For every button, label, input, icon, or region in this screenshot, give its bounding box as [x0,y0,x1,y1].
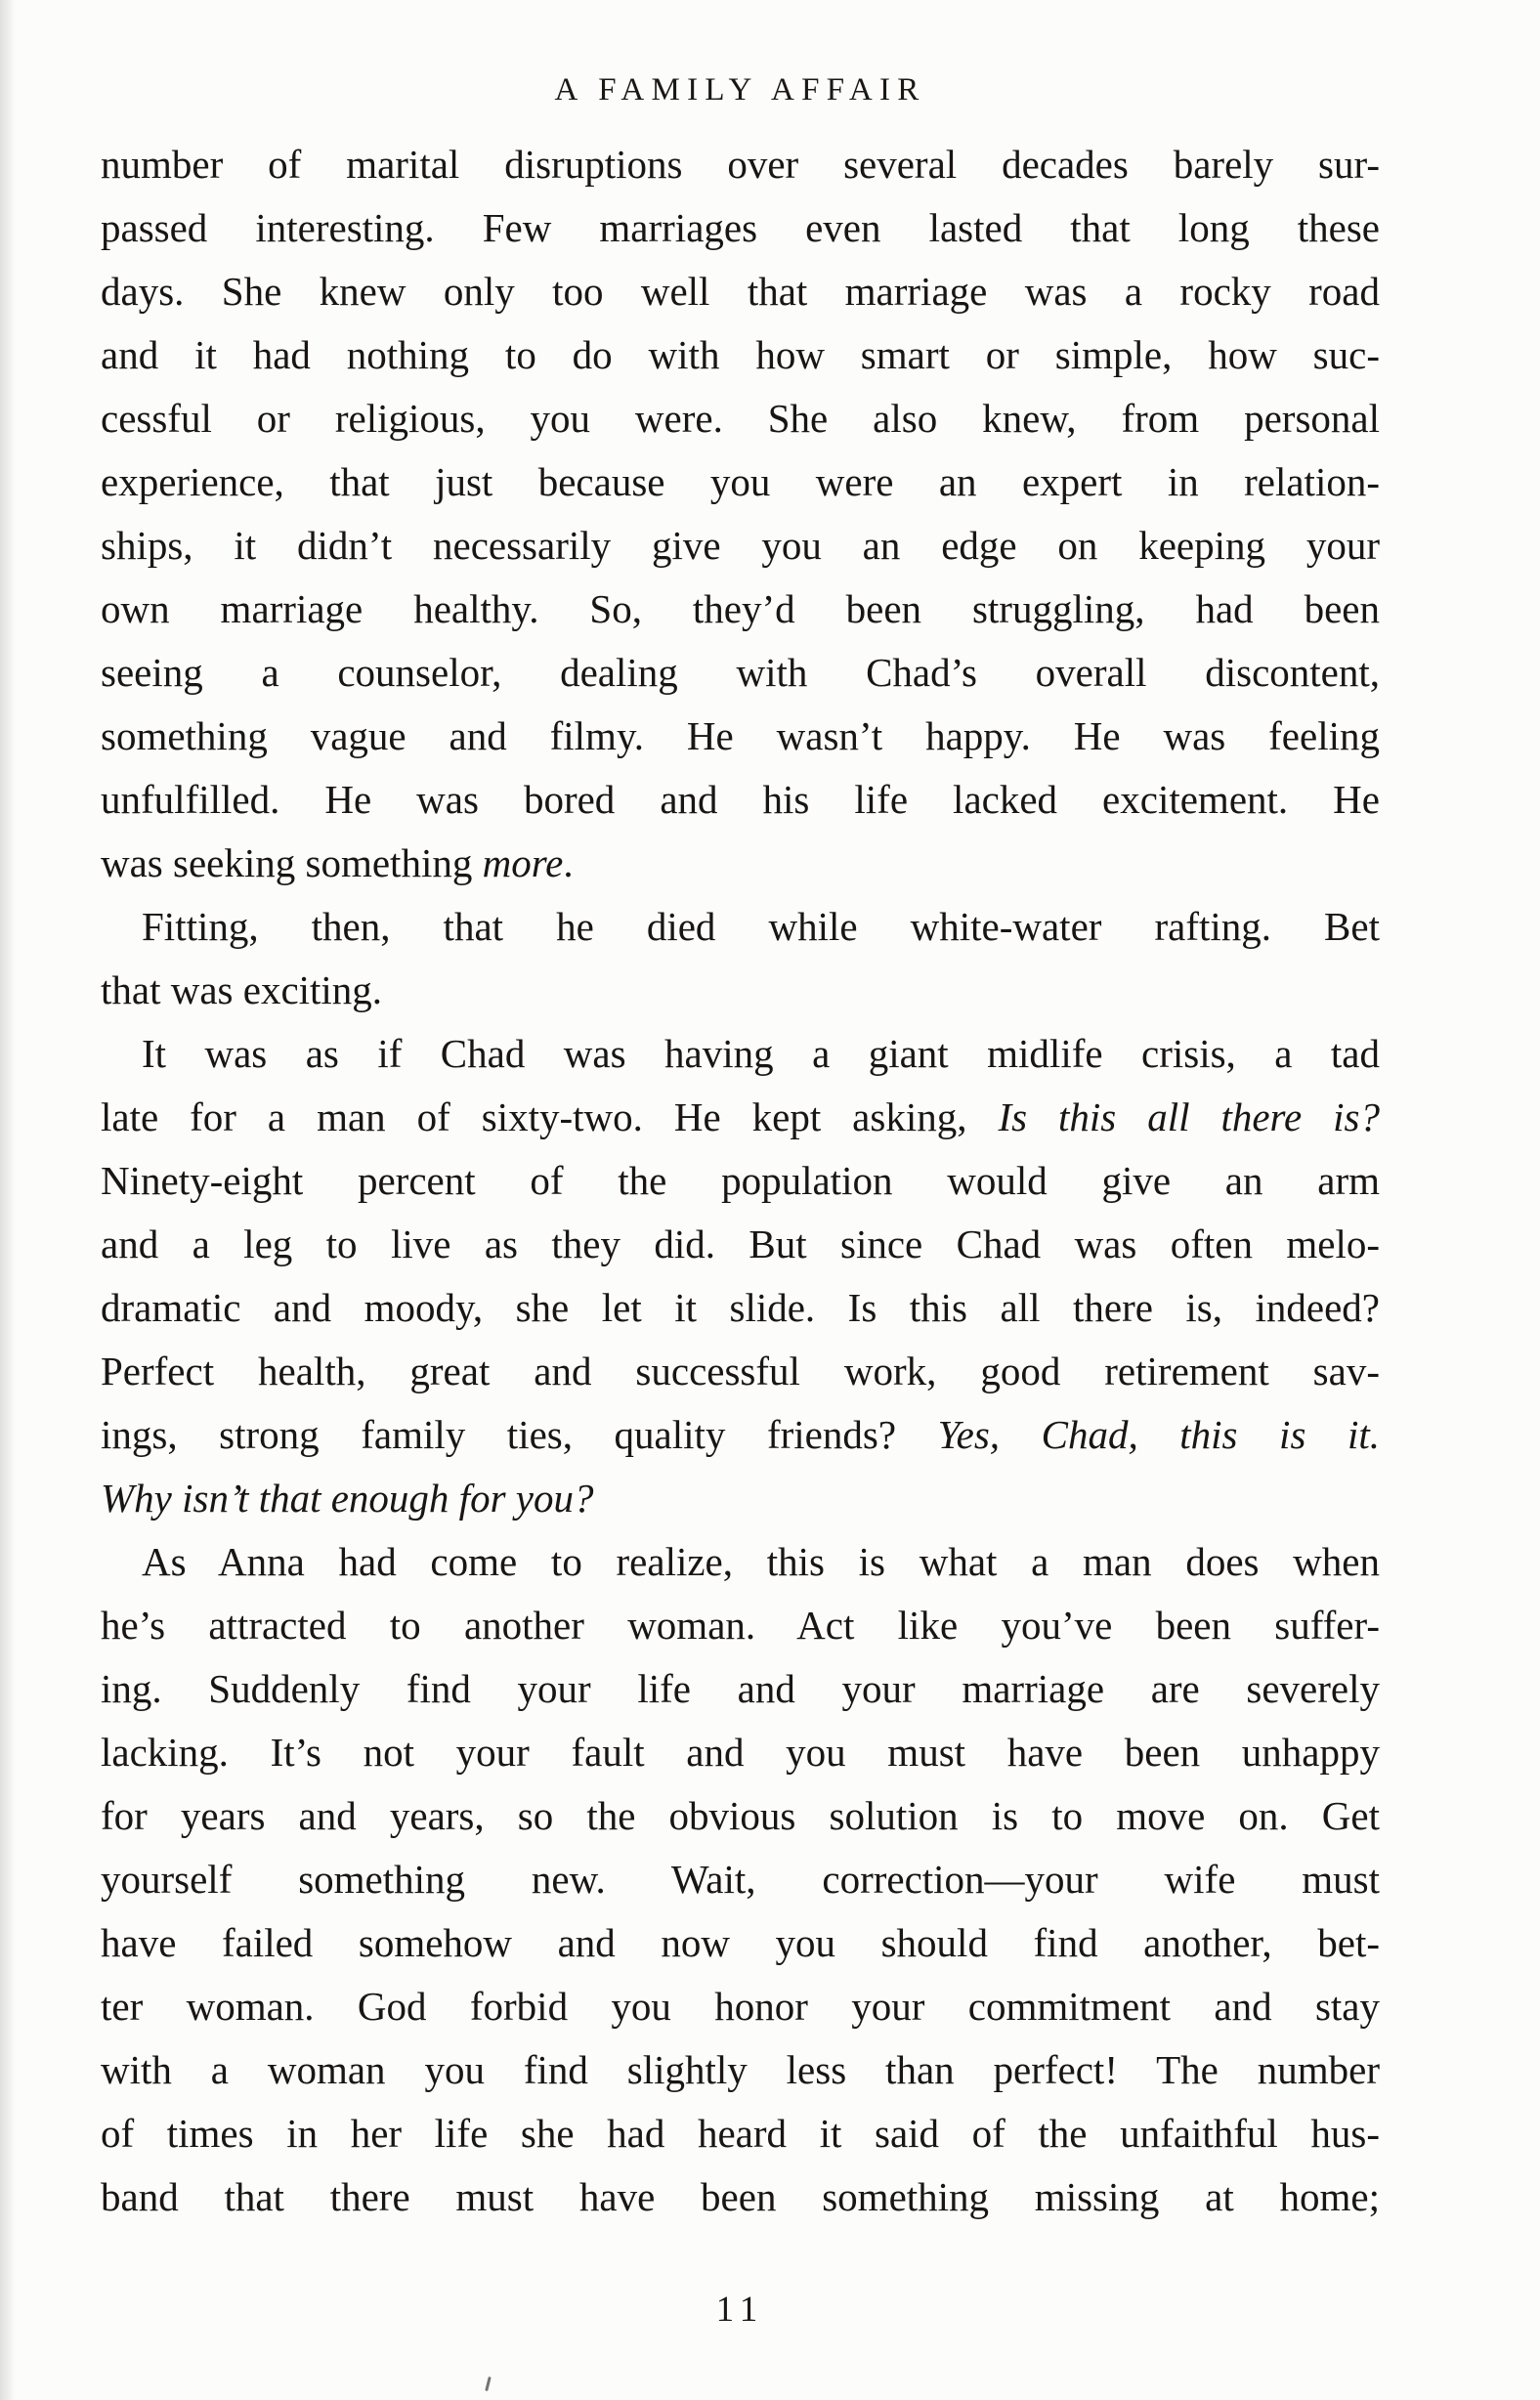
text-segment: dramatic and moody, she let it slide. Is this all there is, indeed? [101,1285,1380,1330]
text-line [101,1594,1380,1657]
text-line [101,1975,1380,2038]
text-segment: ter woman. God forbid you honor your commitment and stay [101,1984,1380,2029]
text-segment: for years and years, so the obvious solution is to move on. Get [101,1793,1380,1838]
paragraph [101,1022,1380,1530]
text-line [101,2102,1380,2165]
text-line [101,387,1380,450]
text-segment: late for a man of sixty-two. He kept asking, [101,1094,999,1139]
text-line [101,1721,1380,1784]
paragraph [101,133,1380,895]
text-segment: Ninety-eight percent of the population would give an arm [101,1158,1380,1203]
paragraph [101,1530,1380,2229]
text-line [101,2038,1380,2102]
text-line [101,959,1380,1022]
text-line [101,895,1380,959]
italic-text: Yes, Chad, this is it. [937,1412,1380,1457]
text-line [101,1530,1380,1594]
text-line [101,768,1380,832]
page-number: 11 [715,2290,765,2330]
text-segment: lacking. It’s not your fault and you must have been unhappy [101,1730,1380,1775]
text-segment: and it had nothing to do with how smart or simple, how suc- [101,332,1380,377]
text-line [101,2165,1380,2229]
text-line [101,1213,1380,1276]
text-line [101,1340,1380,1403]
text-line [101,1467,1380,1530]
scan-artifact [485,2377,492,2391]
text-segment: days. She knew only too well that marriage was a rocky road [101,269,1380,314]
text-segment: ing. Suddenly find your life and your marriage are severely [101,1666,1380,1711]
text-segment: ships, it didn’t necessarily give you an edge on keeping your [101,523,1380,568]
text-segment: and a leg to live as they did. But since Chad was often melo- [101,1221,1380,1266]
text-segment: cessful or religious, you were. She also knew, from personal [101,396,1380,441]
text-segment: with a woman you find slightly less than perfect! The number [101,2047,1380,2092]
italic-text: Why isn’t that enough for you? [101,1476,594,1521]
text-line [101,450,1380,514]
text-segment: number of marital disruptions over several decades barely sur- [101,142,1380,187]
text-line [101,323,1380,387]
running-header: A FAMILY AFFAIR [554,72,926,107]
text-line [101,1276,1380,1340]
paragraph [101,895,1380,1022]
text-segment: Perfect health, great and successful work, good retirement sav- [101,1349,1380,1393]
text-segment: band that there must have been something missing at home; [101,2174,1380,2219]
text-line [101,1784,1380,1848]
text-line [101,578,1380,641]
text-segment: seeing a counselor, dealing with Chad’s overall discontent, [101,650,1380,695]
text-line [101,705,1380,768]
text-line [101,514,1380,578]
italic-text: more [482,840,564,885]
text-segment: Fitting, then, that he died while white-water rafting. Bet [142,904,1380,949]
text-line [101,832,1380,895]
text-segment: something vague and filmy. He wasn’t happy. He was feeling [101,713,1380,758]
text-line [101,1149,1380,1213]
text-segment: of times in her life she had heard it said of the unfaithful hus- [101,2111,1380,2156]
text-line [101,1086,1380,1149]
text-line [101,1657,1380,1721]
text-segment: that was exciting. [101,967,383,1012]
text-line [101,1022,1380,1086]
text-line [101,1848,1380,1911]
text-line [101,1911,1380,1975]
text-segment: experience, that just because you were an expert in relation- [101,459,1380,504]
text-segment: yourself something new. Wait, correction—your wife must [101,1857,1380,1902]
text-segment: own marriage healthy. So, they’d been struggling, had been [101,586,1380,631]
text-segment: unfulfilled. He was bored and his life lacked excitement. He [101,777,1380,822]
text-line [101,641,1380,705]
text-line [101,196,1380,260]
text-line [101,260,1380,323]
text-segment: As Anna had come to realize, this is what a man does when [142,1539,1380,1584]
body-text [101,133,1380,2229]
text-segment: passed interesting. Few marriages even lasted that long these [101,205,1380,250]
italic-text: Is this all there is? [998,1094,1380,1139]
text-segment: he’s attracted to another woman. Act like you’ve been suffer- [101,1603,1380,1648]
text-line [101,133,1380,196]
text-segment: was seeking something [101,840,483,885]
text-line [101,1403,1380,1467]
text-segment: have failed somehow and now you should find another, bet- [101,1920,1380,1965]
text-segment: ings, strong family ties, quality friends? [101,1412,938,1457]
text-segment: It was as if Chad was having a giant midlife crisis, a tad [142,1031,1380,1076]
scan-edge-shadow [0,0,16,2400]
text-segment: . [563,840,574,885]
